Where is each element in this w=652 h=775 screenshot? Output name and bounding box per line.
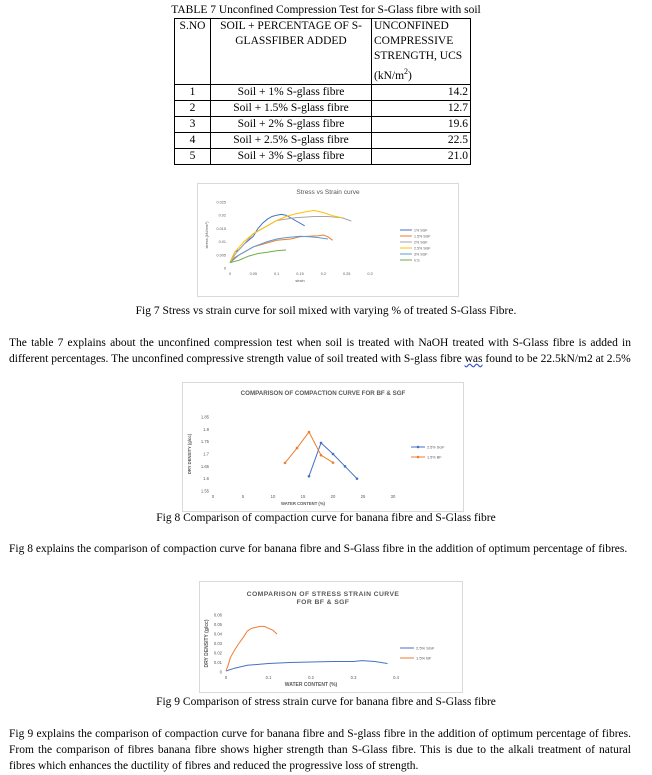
x-tick-label: 0: [211, 494, 215, 499]
x-tick-label: 0.3: [350, 675, 357, 680]
header-soil-line2: GLASSFIBER ADDED: [235, 35, 347, 47]
series-line: [226, 661, 388, 671]
paragraph-fig9: Fig 9 explains the comparison of compaction curve for banana fibre and S-glass fibre in the addition of optimum percentage of fibres. From the comparison of fibres banana fibre shows higher strength than S-Glass fibre. This is due to the alkali treatment of natural fibres which enhances the ductility of fibres and reduced the progressive loss of strength.: [9, 728, 631, 772]
cell-soil: Soil + 2.5% S-glass fibre: [211, 132, 372, 148]
table-row: [175, 148, 471, 164]
cell-soil: Soil + 1.5% S-glass fibre: [211, 100, 372, 116]
spellcheck-word: was: [464, 353, 483, 365]
y-tick-label: 0.03: [213, 641, 222, 646]
y-tick-label: 0.005: [216, 253, 226, 258]
table-row: [175, 100, 471, 116]
y-tick-label: 0.06: [213, 612, 222, 618]
table-row: [175, 116, 471, 132]
y-axis-label: DRY DENSITY (g/cc): [187, 433, 192, 475]
legend-marker: [417, 456, 420, 459]
cell-soil: Soil + 1% S-glass fibre: [211, 84, 372, 100]
header-ucs-unit: $(kN/m^2)$: [374, 67, 412, 82]
table-header-row: [175, 19, 471, 85]
compaction-chart: [182, 382, 464, 512]
legend-marker: [417, 446, 420, 449]
fig7-caption: Fig 7 Stress vs strain curve for soil mixed with varying % of treated S-Glass Fibre.: [135, 305, 517, 317]
y-tick-label: 0.05: [213, 622, 222, 627]
x-tick-label: 30: [390, 494, 396, 499]
data-point: [320, 442, 323, 445]
paragraph-table7: The table 7 explains about the unconfined compression test when soil is treated with NaOH treated with S-Glass fibre is added in different percentages. The unconfined compressive strength value of soil treated with S-glass fibre was found to be 22.5kN/m2 at 2.5%: [9, 337, 631, 365]
cell-soil: Soil + 3% S-glass fibre: [211, 148, 372, 164]
x-tick-label: 20: [330, 494, 336, 499]
x-tick-label: 0: [224, 675, 228, 680]
x-tick-label: 0.3: [367, 272, 373, 276]
cell-sno: 3: [175, 116, 211, 132]
data-point: [332, 461, 335, 464]
x-tick-label: 0.05: [249, 272, 258, 276]
header-ucs-line2: COMPRESSIVE: [374, 35, 454, 47]
y-tick-label: 1.7: [203, 451, 209, 457]
y-tick-label: 0.02: [213, 650, 222, 656]
chart-title: FOR BF & SGF: [296, 599, 350, 606]
x-tick-label: 0.25: [342, 272, 351, 276]
chart-title: Stress vs Strain curve: [296, 189, 360, 196]
y-tick-label: 0.01: [218, 240, 226, 245]
table-caption: TABLE 7 Unconfined Compression Test for S-Glass fibre with soil: [171, 4, 481, 16]
legend-label: 1.5% BF: [427, 455, 442, 460]
stress-strain-comparison-chart: [199, 581, 463, 693]
y-tick-label: 0.015: [216, 226, 226, 231]
cell-ucs: 22.5: [372, 132, 471, 148]
stress-strain-comparison-chart-svg: [200, 582, 462, 692]
data-point: [308, 475, 311, 478]
legend-label: 1.5% SGF: [414, 234, 431, 239]
x-tick-label: 0.2: [308, 675, 314, 680]
series-line: [230, 235, 333, 263]
y-tick-label: 0.025: [216, 200, 226, 205]
x-tick-label: 0.4: [393, 675, 399, 680]
y-tick-label: 0: [223, 266, 226, 271]
y-tick-label: 1.85: [200, 414, 209, 420]
stress-strain-chart: [197, 183, 459, 297]
x-tick-label: 5: [241, 494, 245, 499]
cell-soil: Soil + 2% S-glass fibre: [211, 116, 372, 132]
legend-label: 2.5% SGF: [427, 445, 445, 450]
stress-strain-chart-svg: [198, 184, 458, 296]
x-axis-label: strain: [295, 279, 305, 283]
y-axis-label: DRY DENSITY (g/cc): [204, 619, 210, 668]
data-point: [332, 453, 335, 456]
header-ucs-line1: UNCONFINED: [374, 20, 449, 32]
x-axis-label: WATER CONTENT (%): [284, 682, 338, 688]
y-tick-label: 0.04: [213, 631, 222, 637]
x-tick-label: 0.15: [296, 272, 304, 276]
cell-ucs: 19.6: [372, 116, 471, 132]
table-row: [175, 84, 471, 100]
x-tick-label: 10: [270, 494, 276, 499]
legend-label: 2% SGF: [414, 240, 428, 245]
header-soil: [211, 19, 372, 85]
chart-title: COMPARISON OF COMPACTION CURVE FOR BF & SGF: [240, 390, 406, 397]
header-ucs-line3: STRENGTH, UCS: [374, 50, 463, 62]
legend-label: 1% SGF: [414, 228, 428, 233]
y-tick-label: 1.55: [200, 488, 209, 494]
y-axis-label: stress (kN/mm²): [205, 221, 209, 249]
y-tick-label: 1.75: [200, 439, 209, 445]
data-point: [296, 447, 299, 450]
series-line: [230, 210, 342, 262]
legend-label: 3% SGF: [414, 252, 428, 257]
cell-sno: 4: [175, 132, 211, 148]
y-tick-label: 1.8: [203, 426, 209, 432]
cell-ucs: 12.7: [372, 100, 471, 116]
y-tick-label: 0: [219, 669, 222, 675]
series-line: [230, 217, 351, 263]
header-sno: S.NO: [175, 19, 211, 85]
x-tick-label: 25: [360, 494, 366, 499]
chart-title: COMPARISON OF STRESS STRAIN CURVE: [246, 591, 400, 598]
x-tick-label: 0.1: [265, 675, 272, 680]
data-point: [284, 462, 287, 465]
legend-label: 2.5% SGF: [414, 246, 431, 251]
legend-label: V.S: [414, 258, 420, 263]
x-axis-label: WATER CONTENT (%): [281, 501, 325, 506]
data-point: [344, 465, 347, 468]
y-tick-label: 1.6: [203, 476, 209, 482]
fig9-caption: Fig 9 Comparison of stress strain curve for banana fibre and S-Glass fibre: [156, 696, 496, 708]
legend-label: 2.5% SGF: [416, 645, 435, 651]
series-line: [226, 626, 277, 671]
header-ucs: [372, 19, 471, 85]
table-row: [175, 132, 471, 148]
x-tick-label: 15: [300, 494, 306, 499]
cell-sno: 5: [175, 148, 211, 164]
fig8-caption: Fig 8 Comparison of compaction curve for banana fibre and S-Glass fibre: [156, 512, 496, 524]
cell-sno: 2: [175, 100, 211, 116]
cell-sno: 1: [175, 84, 211, 100]
y-tick-label: 0.01: [213, 660, 222, 665]
series-line: [309, 443, 357, 479]
compaction-chart-svg: [183, 383, 463, 511]
data-point: [308, 431, 311, 434]
cell-ucs: 14.2: [372, 84, 471, 100]
y-tick-label: 1.65: [200, 463, 209, 469]
legend-label: 1.5% BF: [416, 655, 432, 661]
x-tick-label: 0: [228, 272, 232, 276]
cell-ucs: 21.0: [372, 148, 471, 164]
series-line: [230, 250, 286, 263]
y-tick-label: 0.02: [218, 213, 226, 218]
ucs-table: [174, 18, 471, 165]
data-point: [356, 477, 359, 480]
header-soil-line1: SOIL + PERCENTAGE OF S-: [220, 20, 362, 32]
data-point: [320, 454, 323, 457]
x-tick-label: 0.2: [320, 272, 326, 276]
paragraph-fig8: Fig 8 explains the comparison of compaction curve for banana fibre and S-Glass fibre in the addition of optimum percentage of fibres.: [9, 543, 628, 555]
x-tick-label: 0.1: [274, 272, 280, 276]
